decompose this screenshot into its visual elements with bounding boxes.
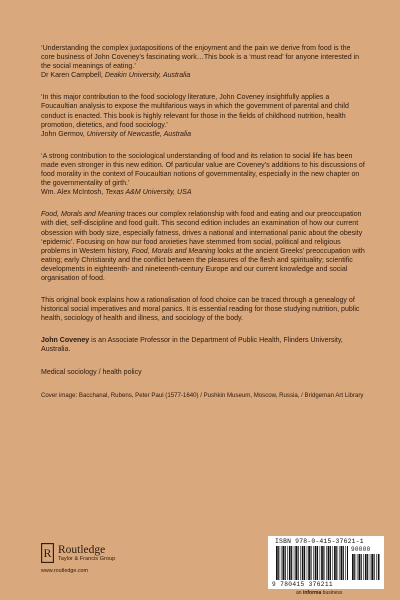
barcode-bar (282, 546, 284, 580)
barcode-bars (276, 546, 348, 580)
endorser-name: Dr Karen Campbell, (41, 72, 103, 80)
barcode-bar (291, 546, 292, 580)
description-text: traces our complex relationship with food and eating and our preoccupation with diet, self-discipline and food guilt. This second edition includes an examination of how our current obsession with body size, especially fatness, drives a national and international panic about the obesity ‘epidemic’. Focusing on how our food anxieties have stemmed from social, political and religious problems in Western history, (41, 211, 363, 255)
barcode-bar (315, 546, 317, 580)
barcode-bar (298, 546, 299, 580)
barcode-bar (343, 546, 344, 580)
informa-tagline (296, 590, 342, 596)
svg-text:R: R (43, 546, 52, 561)
barcode-bar (363, 554, 364, 580)
endorsement-quote: ‘Understanding the complex juxtapositions of the enjoyment and the pain we derive from food is the core business of John Coveney’s fascinating work…This book is a ‘must read’ for anyone interested in the social meanings of eating.’ (41, 45, 360, 71)
barcode-bar (276, 546, 278, 580)
barcode-bar (354, 554, 355, 580)
endorsement (41, 152, 365, 197)
barcode-bar (336, 546, 337, 580)
book-summary: This original book explains how a rationalisation of food choice can be traced through a genealogy of historical social imperatives and moral panics. It is essential reading for those studying nutrition, public health, sociology of health and illness, and sociology of the body. (41, 297, 360, 323)
cover-image-credit: Cover image: Bacchanal, Rubens, Peter Paul (1577-1640) / Pushkin Museum, Moscow, Russia, / Bridgeman Art Library (41, 391, 364, 399)
barcode-bar (376, 554, 377, 580)
subject-category: Medical sociology / health policy (41, 368, 142, 376)
ean-number: 9 780415 376211 (272, 581, 333, 588)
back-cover-text (41, 44, 365, 400)
barcode-bar (367, 554, 368, 580)
barcode-bar (341, 546, 343, 580)
barcode-bar (300, 546, 301, 580)
barcode-bar (352, 554, 354, 580)
book-title: Food, Morals and Meaning (41, 211, 125, 219)
barcode-bar (374, 554, 375, 580)
barcode-bar (334, 546, 336, 580)
isbn-barcode (268, 536, 384, 589)
publisher-name: Routledge (58, 544, 106, 556)
barcode-bar (332, 546, 333, 580)
publisher-url: www.routledge.com (41, 568, 89, 574)
barcode-bar (285, 546, 286, 580)
barcode-bar (345, 546, 346, 580)
barcode-bar (278, 546, 279, 580)
barcode-bar (320, 546, 321, 580)
endorsement-attribution (41, 71, 365, 80)
barcode-bar (295, 546, 297, 580)
endorsement (41, 93, 365, 138)
barcode-bar (357, 554, 358, 580)
author-bio-text: is an Associate Professor in the Department of Public Health, Flinders University, Australia. (41, 337, 343, 354)
informa-brand: informa (302, 590, 322, 596)
endorsement-attribution (41, 188, 365, 197)
barcode-bar (370, 554, 371, 580)
barcode-bar (371, 554, 373, 580)
barcode-bar (347, 546, 348, 580)
author-bio (41, 336, 365, 354)
barcode-bar (365, 554, 367, 580)
publisher-block (41, 543, 181, 579)
barcode-bar (330, 546, 331, 580)
tagline-suffix: business (321, 590, 343, 596)
barcode-bar (321, 546, 323, 580)
endorsement-attribution (41, 130, 365, 139)
book-description (41, 210, 365, 283)
barcode-bar (378, 554, 380, 580)
publisher-group: Taylor & Francis Group (58, 556, 116, 562)
book-title: Food, Morals and Meaning (131, 247, 216, 255)
endorser-affiliation: Texas A&M University, USA (105, 189, 192, 197)
barcode-bar (358, 554, 360, 580)
addon-barcode-bars (352, 554, 380, 580)
endorser-name: John Germov, (41, 130, 85, 138)
barcode-bar (281, 546, 282, 580)
barcode-bar (307, 546, 308, 580)
barcode-bar (326, 546, 327, 580)
barcode-bar (317, 546, 318, 580)
endorsement (41, 44, 365, 80)
description-text: looks at the ancient Greeks’ preoccupation with eating; early Christianity and the conflict between the pleasures of the flesh and spirituality; scientific developments in eighteenth- and nineteenth-century Europe and our current knowledge and social organisation of food. (41, 247, 365, 282)
barcode-bar (302, 546, 304, 580)
endorser-affiliation: Deakin University, Australia (104, 72, 191, 80)
isbn-label: ISBN 978-0-415-37621-1 (275, 538, 364, 545)
routledge-logo-icon (41, 543, 54, 563)
barcode-bar (313, 546, 314, 580)
author-name: John Coveney (41, 337, 90, 345)
barcode-bar (294, 546, 295, 580)
endorsement-quote: ‘A strong contribution to the sociological understanding of food and its relation to social life has been made even stronger in this new edition. Of particular value are Coveney’s additions to his discussions of food morality in the context of Foucaultian notions of governmentality, especially in the new chapter on the governmentality of girth.’ (41, 152, 365, 188)
endorser-name: Wm. Alex McIntosh, (41, 189, 104, 197)
barcode-bar (328, 546, 330, 580)
barcode-bar (308, 546, 310, 580)
barcode-bar (304, 546, 305, 580)
barcode-bar (289, 546, 291, 580)
tagline-prefix: an (296, 590, 303, 596)
price-addon-label: 90000 (351, 546, 371, 553)
barcode-bar (339, 546, 340, 580)
barcode-bar (287, 546, 288, 580)
endorsement-quote: ‘In this major contribution to the food sociology literature, John Coveney insightfully applies a Foucaultian analysis to expose the multifarious ways in which the government of parental and child conduct is enacted. This book is highly relevant for those in the fields of childhood nutrition, health promotion, dietetics, and food sociology.’ (41, 94, 349, 129)
barcode-bar (323, 546, 324, 580)
barcode-bar (310, 546, 311, 580)
barcode-bar (361, 554, 362, 580)
endorser-affiliation: University of Newcastle, Australia (86, 130, 192, 138)
